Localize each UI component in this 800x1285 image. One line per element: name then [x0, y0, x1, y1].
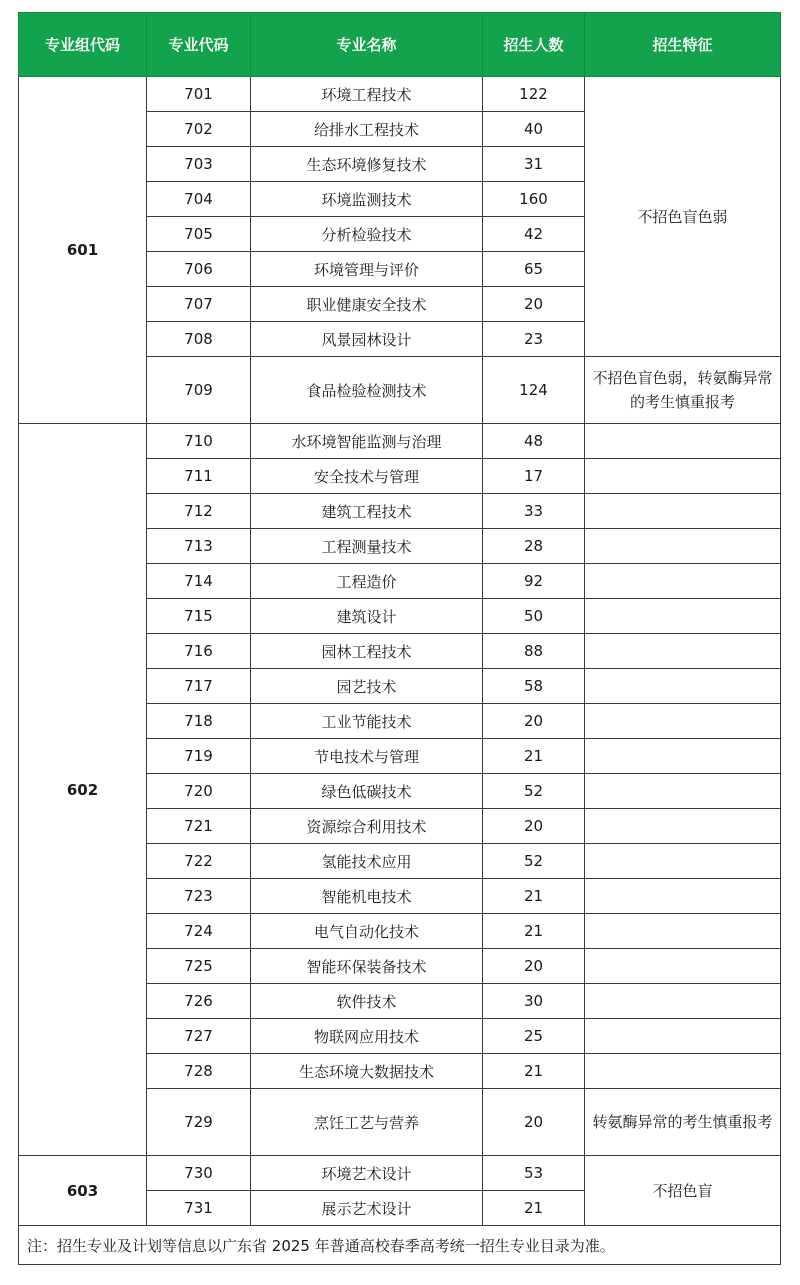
- major-code: 703: [147, 147, 251, 182]
- major-name: 水环境智能监测与治理: [251, 424, 483, 459]
- feature-601-a: 不招色盲色弱: [585, 77, 781, 357]
- enrollment-count: 53: [483, 1156, 585, 1191]
- enrollment-count: 58: [483, 669, 585, 704]
- major-code: 722: [147, 844, 251, 879]
- major-name: 工程测量技术: [251, 529, 483, 564]
- major-name: 工业节能技术: [251, 704, 483, 739]
- feature-empty: [585, 949, 781, 984]
- major-code: 715: [147, 599, 251, 634]
- major-name: 环境监测技术: [251, 182, 483, 217]
- major-name: 展示艺术设计: [251, 1191, 483, 1226]
- feature-empty: [585, 774, 781, 809]
- major-code: 729: [147, 1089, 251, 1156]
- feature-empty: [585, 844, 781, 879]
- major-name: 食品检验检测技术: [251, 357, 483, 424]
- major-name: 智能环保装备技术: [251, 949, 483, 984]
- major-name: 物联网应用技术: [251, 1019, 483, 1054]
- enrollment-count: 17: [483, 459, 585, 494]
- major-name: 绿色低碳技术: [251, 774, 483, 809]
- header-group-code: 专业组代码: [19, 13, 147, 77]
- enrollment-count: 33: [483, 494, 585, 529]
- feature-empty: [585, 879, 781, 914]
- enrollment-count: 20: [483, 704, 585, 739]
- major-name: 园艺技术: [251, 669, 483, 704]
- major-code: 727: [147, 1019, 251, 1054]
- major-code: 704: [147, 182, 251, 217]
- major-name: 分析检验技术: [251, 217, 483, 252]
- feature-empty: [585, 564, 781, 599]
- feature-empty: [585, 459, 781, 494]
- major-name: 软件技术: [251, 984, 483, 1019]
- major-code: 702: [147, 112, 251, 147]
- enrollment-count: 21: [483, 739, 585, 774]
- major-code: 717: [147, 669, 251, 704]
- enrollment-count: 30: [483, 984, 585, 1019]
- feature-empty: [585, 704, 781, 739]
- feature-empty: [585, 669, 781, 704]
- major-code: 701: [147, 77, 251, 112]
- enrollment-count: 20: [483, 1089, 585, 1156]
- enrollment-count: 92: [483, 564, 585, 599]
- major-name: 环境工程技术: [251, 77, 483, 112]
- footnote: 注：招生专业及计划等信息以广东省 2025 年普通高校春季高考统一招生专业目录为准。: [19, 1226, 781, 1265]
- feature-empty: [585, 1054, 781, 1089]
- header-major-code: 专业代码: [147, 13, 251, 77]
- enrollment-count: 122: [483, 77, 585, 112]
- group-code-602: 602: [19, 424, 147, 1156]
- feature-602: 转氨酶异常的考生慎重报考: [585, 1089, 781, 1156]
- enrollment-count: 40: [483, 112, 585, 147]
- major-code: 728: [147, 1054, 251, 1089]
- major-code: 713: [147, 529, 251, 564]
- enrollment-count: 21: [483, 1191, 585, 1226]
- feature-empty: [585, 599, 781, 634]
- feature-empty: [585, 739, 781, 774]
- group-code-603: 603: [19, 1156, 147, 1226]
- major-name: 烹饪工艺与营养: [251, 1089, 483, 1156]
- table-row: [19, 424, 781, 459]
- enrollment-table: [18, 12, 781, 1265]
- major-code: 709: [147, 357, 251, 424]
- enrollment-count: 31: [483, 147, 585, 182]
- major-code: 705: [147, 217, 251, 252]
- major-code: 723: [147, 879, 251, 914]
- major-code: 731: [147, 1191, 251, 1226]
- enrollment-count: 160: [483, 182, 585, 217]
- major-code: 710: [147, 424, 251, 459]
- header-enrollment: 招生人数: [483, 13, 585, 77]
- enrollment-count: 52: [483, 844, 585, 879]
- feature-601-b: 不招色盲色弱，转氨酶异常的考生慎重报考: [585, 357, 781, 424]
- major-code: 719: [147, 739, 251, 774]
- major-name: 生态环境大数据技术: [251, 1054, 483, 1089]
- enrollment-count: 65: [483, 252, 585, 287]
- major-name: 安全技术与管理: [251, 459, 483, 494]
- feature-empty: [585, 914, 781, 949]
- feature-empty: [585, 809, 781, 844]
- major-name: 工程造价: [251, 564, 483, 599]
- enrollment-count: 21: [483, 879, 585, 914]
- enrollment-count: 21: [483, 914, 585, 949]
- major-code: 714: [147, 564, 251, 599]
- major-name: 风景园林设计: [251, 322, 483, 357]
- enrollment-count: 21: [483, 1054, 585, 1089]
- feature-empty: [585, 984, 781, 1019]
- major-name: 生态环境修复技术: [251, 147, 483, 182]
- enrollment-count: 52: [483, 774, 585, 809]
- major-code: 721: [147, 809, 251, 844]
- table-row: [19, 77, 781, 112]
- major-code: 730: [147, 1156, 251, 1191]
- enrollment-count: 20: [483, 809, 585, 844]
- note-row: [19, 1226, 781, 1265]
- feature-603: 不招色盲: [585, 1156, 781, 1226]
- enrollment-count: 28: [483, 529, 585, 564]
- group-code-601: 601: [19, 77, 147, 424]
- major-name: 职业健康安全技术: [251, 287, 483, 322]
- feature-empty: [585, 634, 781, 669]
- major-name: 智能机电技术: [251, 879, 483, 914]
- major-code: 708: [147, 322, 251, 357]
- feature-empty: [585, 494, 781, 529]
- major-name: 环境管理与评价: [251, 252, 483, 287]
- major-name: 园林工程技术: [251, 634, 483, 669]
- major-name: 节电技术与管理: [251, 739, 483, 774]
- major-code: 726: [147, 984, 251, 1019]
- enrollment-count: 50: [483, 599, 585, 634]
- enrollment-count: 20: [483, 949, 585, 984]
- table-row: [19, 1156, 781, 1191]
- major-name: 资源综合利用技术: [251, 809, 483, 844]
- major-code: 720: [147, 774, 251, 809]
- major-name: 氢能技术应用: [251, 844, 483, 879]
- major-code: 718: [147, 704, 251, 739]
- enrollment-count: 25: [483, 1019, 585, 1054]
- major-code: 707: [147, 287, 251, 322]
- major-code: 706: [147, 252, 251, 287]
- enrollment-count: 20: [483, 287, 585, 322]
- enrollment-count: 23: [483, 322, 585, 357]
- major-name: 建筑工程技术: [251, 494, 483, 529]
- enrollment-count: 48: [483, 424, 585, 459]
- enrollment-count: 42: [483, 217, 585, 252]
- major-code: 724: [147, 914, 251, 949]
- major-code: 725: [147, 949, 251, 984]
- feature-empty: [585, 529, 781, 564]
- feature-empty: [585, 424, 781, 459]
- header-major-name: 专业名称: [251, 13, 483, 77]
- major-name: 建筑设计: [251, 599, 483, 634]
- feature-empty: [585, 1019, 781, 1054]
- header-row: [19, 13, 781, 77]
- enrollment-count: 124: [483, 357, 585, 424]
- major-name: 环境艺术设计: [251, 1156, 483, 1191]
- major-code: 711: [147, 459, 251, 494]
- major-name: 给排水工程技术: [251, 112, 483, 147]
- major-code: 716: [147, 634, 251, 669]
- major-name: 电气自动化技术: [251, 914, 483, 949]
- enrollment-sheet: [18, 12, 780, 1265]
- header-feature: 招生特征: [585, 13, 781, 77]
- enrollment-count: 88: [483, 634, 585, 669]
- major-code: 712: [147, 494, 251, 529]
